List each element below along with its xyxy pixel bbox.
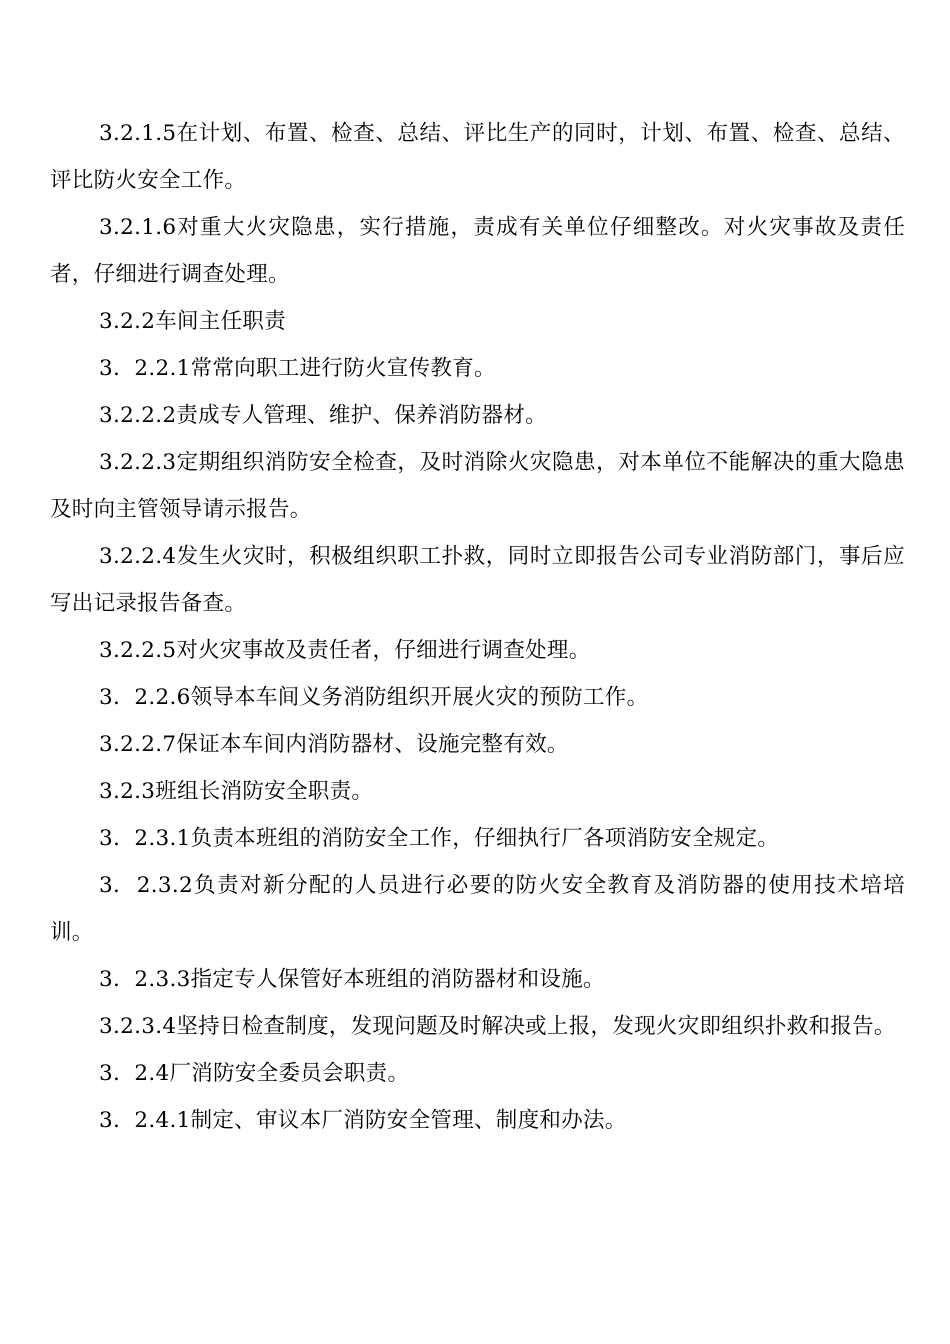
paragraph-3-2-2-7: 3.2.2.7保证本车间内消防器材、设施完整有效。 xyxy=(99,732,569,757)
paragraph-3-2-1-6: 3.2.1.6对重大火灾隐患，实行措施，责成有关单位仔细整改。对火灾事故及责任者，仔细进行调查处理。 xyxy=(50,215,905,287)
paragraph-3-2-3-3: 3. 2.3.3指定专人保管好本班组的消防器材和设施。 xyxy=(99,967,605,992)
paragraph-3-2-2-1: 3. 2.2.1常常向职工进行防火宣传教育。 xyxy=(99,356,496,381)
section-heading-3-2-3: 3.2.3班组长消防安全职责。 xyxy=(99,779,374,804)
paragraph-3-2-2-4: 3.2.2.4发生火灾时，积极组织职工扑救，同时立即报告公司专业消防部门，事后应写出记录报告备查。 xyxy=(50,544,905,616)
paragraph-3-2-3-1: 3. 2.3.1负责本班组的消防安全工作，仔细执行厂各项消防安全规定。 xyxy=(99,826,780,851)
paragraph-3-2-2-6: 3. 2.2.6领导本车间义务消防组织开展火灾的预防工作。 xyxy=(99,685,649,710)
paragraph-3-2-2-5: 3.2.2.5对火灾事故及责任者，仔细进行调查处理。 xyxy=(99,638,591,663)
paragraph-3-2-2-2: 3.2.2.2责成专人管理、维护、保养消防器材。 xyxy=(99,403,547,428)
paragraph-3-2-3-2: 3. 2.3.2负责对新分配的人员进行必要的防火安全教育及消防器的使用技术培培训。 xyxy=(50,873,905,945)
document-body xyxy=(50,110,905,1144)
paragraph-3-2-2-3: 3.2.2.3定期组织消防安全检查，及时消除火灾隐患，对本单位不能解决的重大隐患及时向主管领导请示报告。 xyxy=(50,450,905,522)
paragraph-3-2-1-5: 3.2.1.5在计划、布置、检查、总结、评比生产的同时，计划、布置、检查、总结、评比防火安全工作。 xyxy=(50,121,905,193)
section-heading-3-2-2: 3.2.2车间主任职责 xyxy=(99,309,287,334)
paragraph-3-2-4-1: 3. 2.4.1制定、审议本厂消防安全管理、制度和办法。 xyxy=(99,1108,627,1133)
section-heading-3-2-4: 3. 2.4厂消防安全委员会职责。 xyxy=(99,1061,410,1086)
paragraph-3-2-3-4: 3.2.3.4坚持日检查制度，发现问题及时解决或上报，发现火灾即组织扑救和报告。 xyxy=(99,1014,896,1039)
